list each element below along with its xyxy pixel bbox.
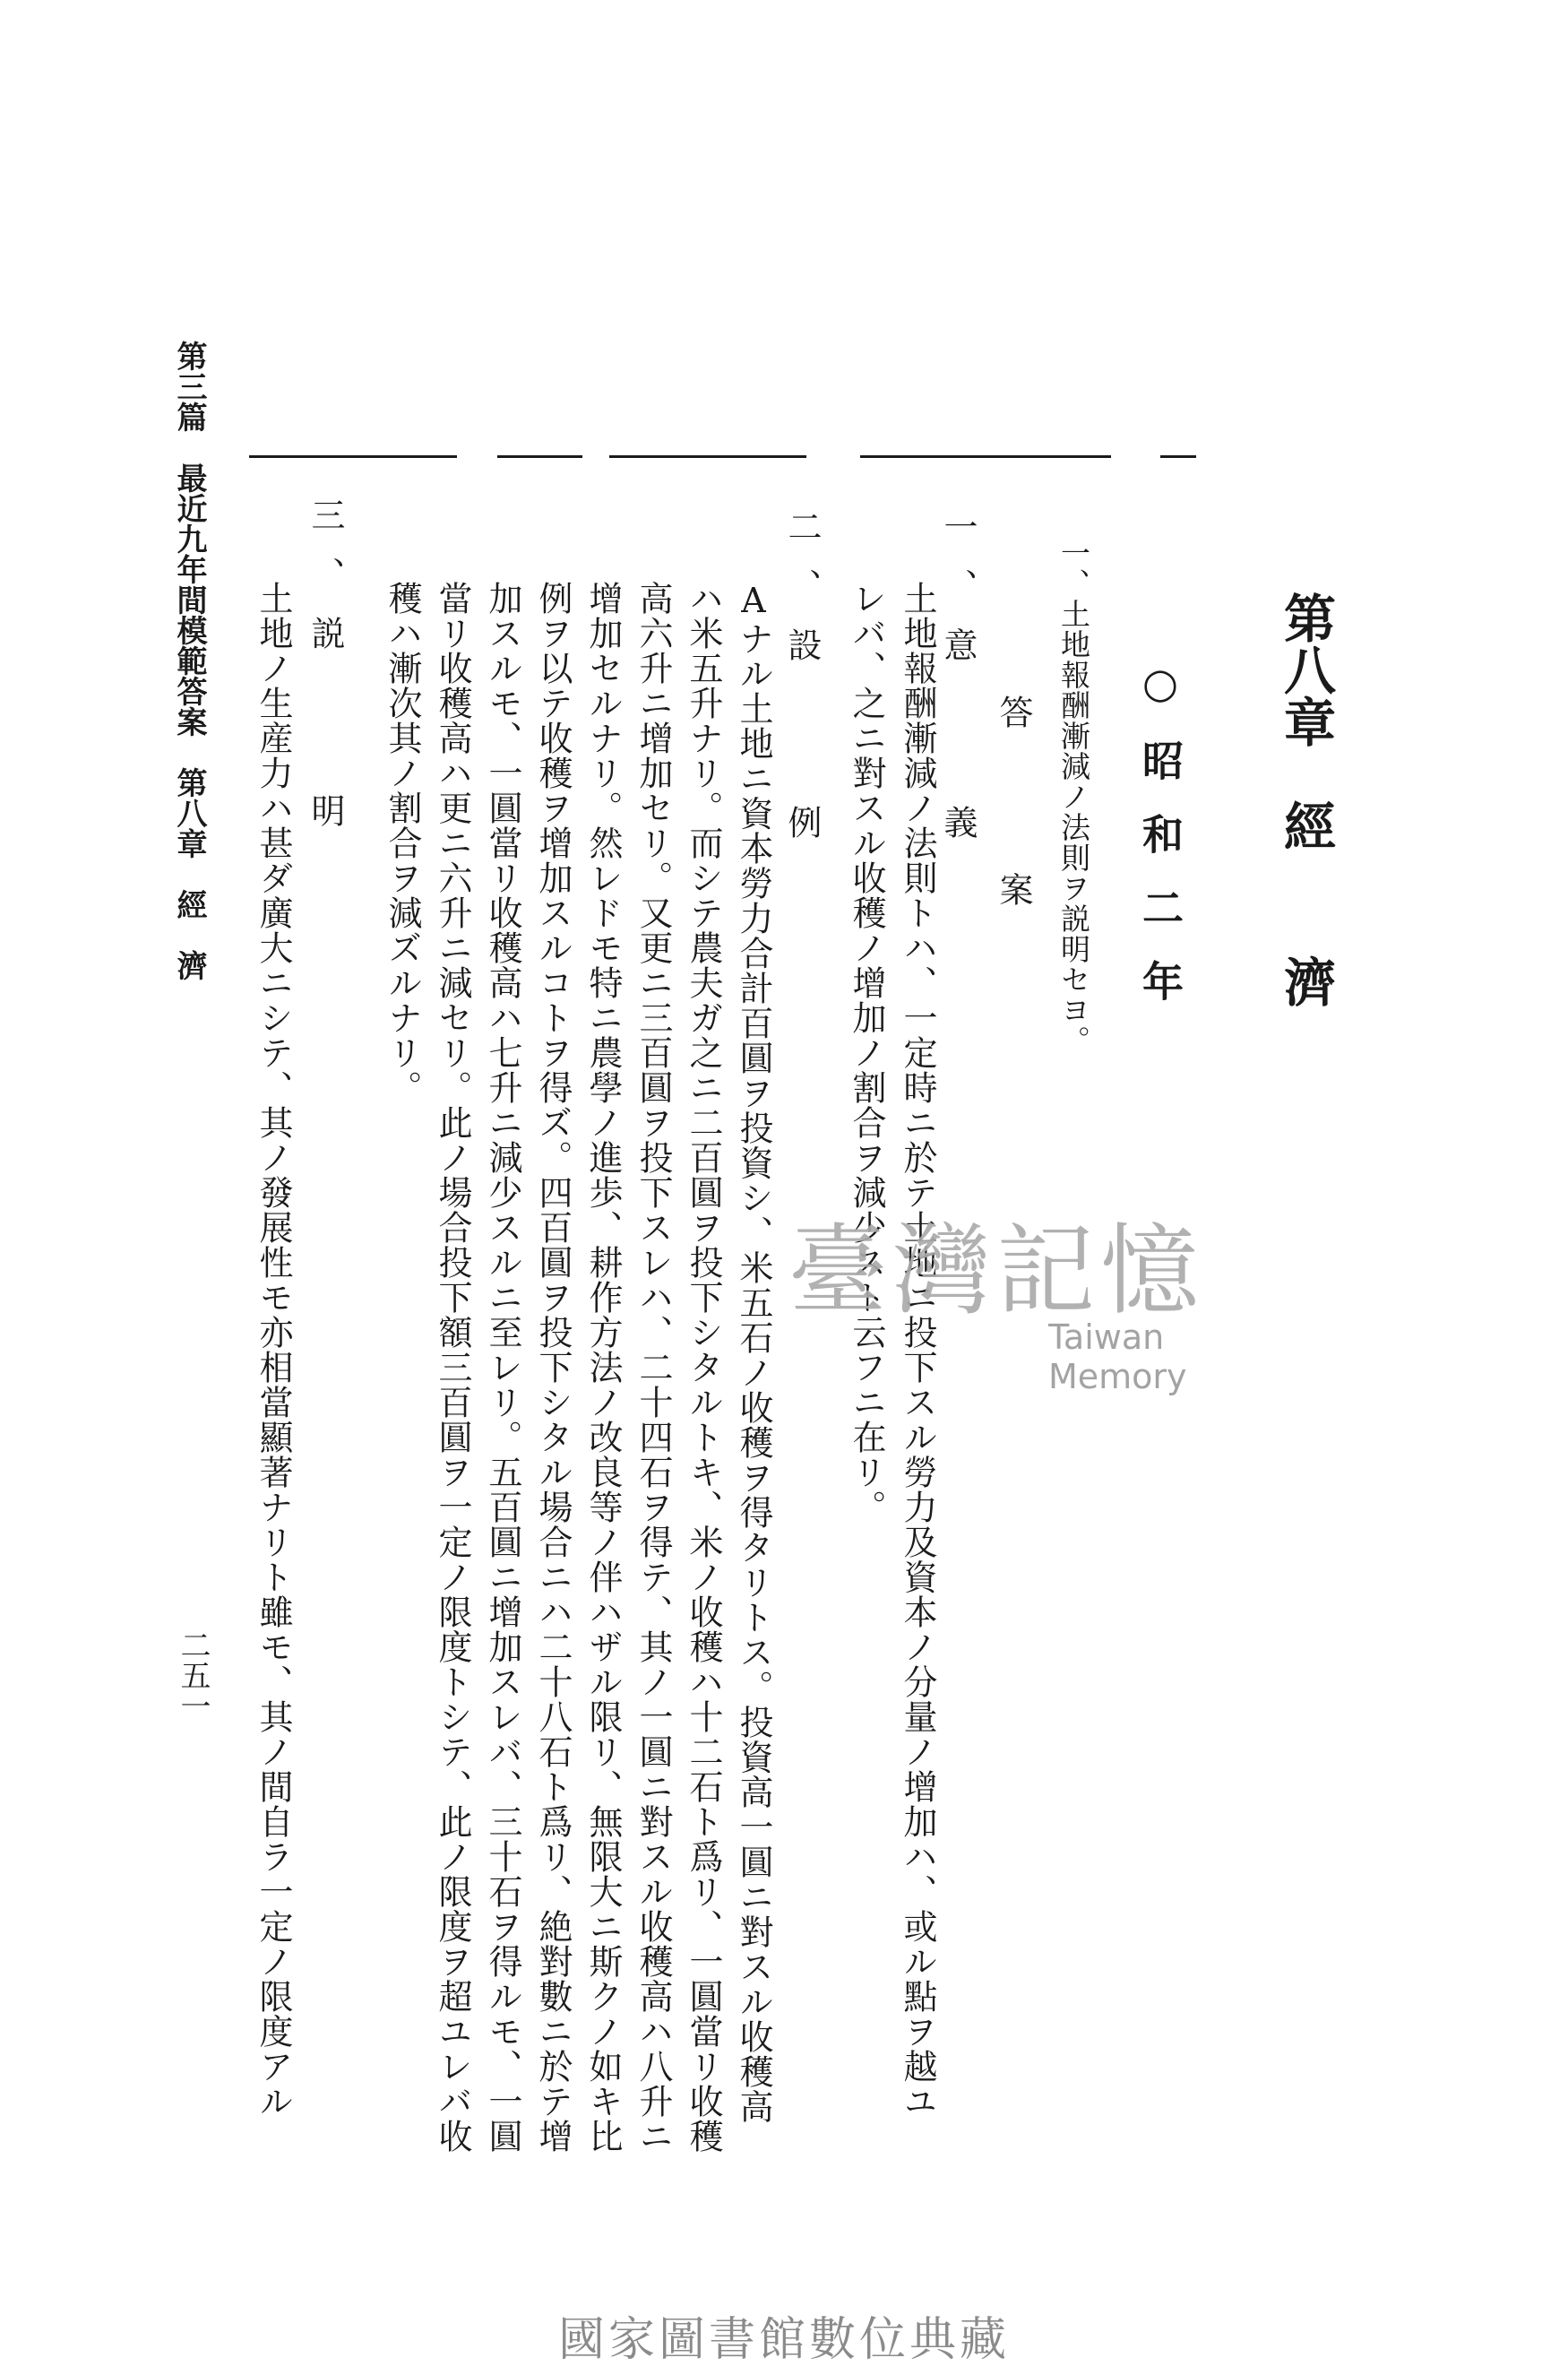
section-1-heading: 一、意 義 (938, 509, 978, 864)
watermark-subtitle: Taiwan Memory (1048, 1317, 1187, 1396)
year-heading: ○昭和二年 (1136, 659, 1185, 1033)
watermark-title: 臺灣記憶 (788, 1213, 1204, 1328)
section-2-line-1: Aナル土地ニ資本勞力合計百圓ヲ投資シ、米五石ノ收穫ヲ得タリトス。投資高一圓ニ對スル收穫高 (734, 581, 773, 2124)
section-2-heading: 二、設 例 (782, 509, 822, 864)
section-2-line-4: 增加セルナリ。然レドモ特ニ農學ノ進歩、耕作方法ノ改良等ノ伴ハザル限リ、無限大ニ斯クノ如キ比 (583, 581, 623, 2154)
section-3-line-1: 土地ノ生産力ハ甚ダ廣大ニシテ、其ノ發展性モ亦相當顯著ナリト雖モ、其ノ間自ラ一定ノ限度アル (254, 581, 293, 2119)
section-2-line-8: 穫ハ漸次其ノ割合ヲ減ズルナリ。 (383, 581, 422, 1105)
section-2-line-5: 例ヲ以テ收穫ヲ增加スルコトヲ得ズ。四百圓ヲ投下シタル場合ニハ二十八石ト爲リ、絶對數ニ於テ增 (533, 581, 573, 2154)
top-rule-3 (609, 455, 806, 458)
top-rule-2 (860, 455, 1111, 458)
section-3-heading: 三、説 明 (306, 497, 345, 852)
running-head: 第三篇 最近九年間模範答案 第八章 經 濟 (171, 341, 207, 980)
section-2-line-3: 高六升ニ增加セリ。又更ニ三百圓ヲ投下スレハ、二十四石ヲ得テ、其ノ一圓ニ對スル收穫高ハ八升ニ (633, 581, 673, 2154)
top-rule-5 (249, 455, 457, 458)
section-2-line-2: ハ米五升ナリ。而シテ農夫ガ之ニ二百圓ヲ投下シタルトキ、米ノ收穫ハ十二石ト爲リ、一圓當リ收穫 (684, 581, 723, 2154)
section-1-line-2: レバ、之ニ對スル收穫ノ增加ノ割合ヲ減少スト云フニ在リ。 (847, 581, 886, 1524)
page-number: 二五一 (175, 1629, 211, 1721)
question-text: 一、土地報酬漸減ノ法則ヲ説明セヨ。 (1056, 538, 1091, 1056)
taiwan-memory-watermark (788, 1192, 1290, 1396)
library-footer: 國家圖書館數位典藏 (557, 2313, 1010, 2367)
top-rule-1 (1160, 455, 1196, 458)
answer-label: 答 案 (994, 695, 1033, 931)
section-2-line-7: 當リ收穫高ハ更ニ六升ニ減セリ。此ノ場合投下額三百圓ヲ一定ノ限度トシテ、此ノ限度ヲ超ユレバ收 (433, 581, 472, 2154)
top-rule-4 (497, 455, 582, 458)
section-1-line-1: 土地報酬漸減ノ法則トハ、一定時ニ於テ土地ニ投下スル勞力及資本ノ分量ノ增加ハ、或ル點ヲ越ユ (898, 581, 937, 2119)
section-2-line-6: 加スルモ、一圓當リ收穫高ハ七升ニ減少スルニ至レリ。五百圓ニ增加スレバ、三十石ヲ得ルモ、一圓 (483, 581, 522, 2154)
chapter-title: 第八章 經 濟 (1275, 592, 1336, 1007)
